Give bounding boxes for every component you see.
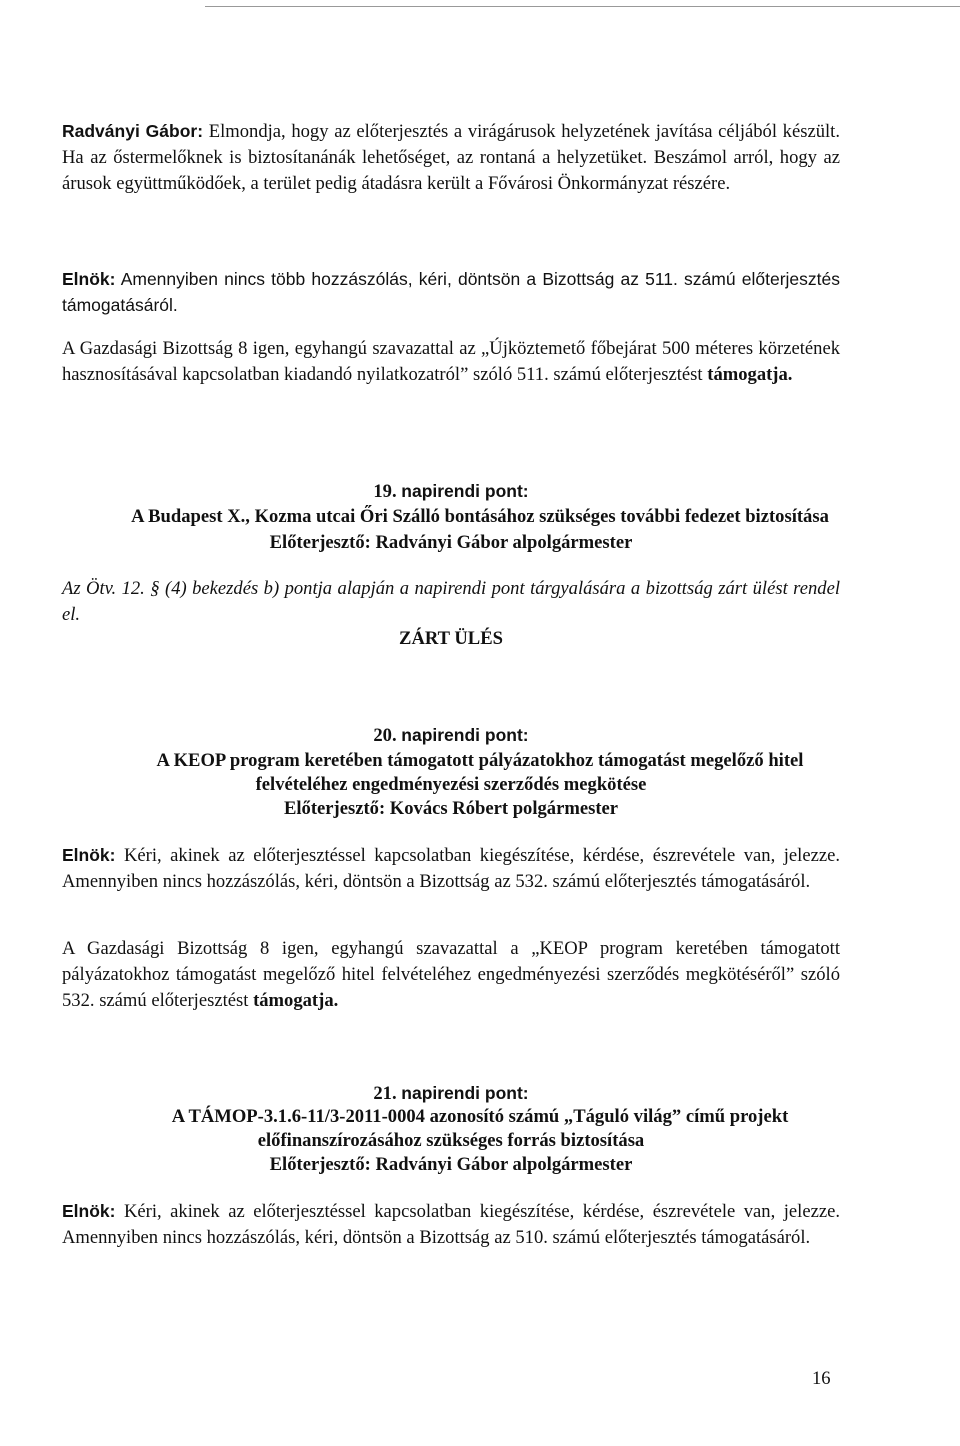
agenda-number: 19. (373, 481, 397, 502)
agenda-item-21-title-line1: A TÁMOP-3.1.6-11/3-2011-0004 azonosító számú „Táguló világ” című projekt (171, 1106, 789, 1127)
agenda-item-20-title-line2: felvételéhez engedményezési szerződés megkötése (255, 774, 647, 795)
paragraph-text: Kéri, akinek az előterjesztéssel kapcsolatban kiegészítése, kérdése, észrevétele van, jelezze. Amennyiben nincs hozzászólás, kéri, döntsön a Bizottság az 510. számú előterjesztés támogatásáról. (62, 1201, 840, 1248)
speaker-label: Elnök: (62, 1201, 116, 1221)
paragraph-text: Elmondja, hogy az előterjesztés a virágárusok helyzetének javítása céljából készült. Ha az őstermelőknek is biztosítanánák lehetőséget, az rontaná a helyzetüket. Beszámol arról, hogy az árusok együttműködőek, a terület pedig átadásra került a Fővárosi Önkormányzat részére. (62, 121, 840, 194)
paragraph-text: A Gazdasági Bizottság 8 igen, egyhangú szavazattal a „KEOP program keretében támogatott pályázatokhoz támogatást megelőző hitel felvételéhez engedményezési szerződés megkötéséről” szóló 532. számú előterjesztést (62, 938, 840, 1011)
paragraph-elnok-532 (62, 842, 840, 895)
decision-bold: támogatja. (253, 990, 339, 1011)
agenda-item-19-heading (62, 478, 840, 505)
agenda-number: 21. (373, 1083, 397, 1104)
agenda-item-19-presenter: Előterjesztő: Radványi Gábor alpolgármester (269, 532, 633, 553)
paragraph-radvanyi (62, 118, 840, 197)
agenda-item-20-title-line1: A KEOP program keretében támogatott pályázatokhoz támogatást megelőző hitel (156, 750, 804, 771)
speaker-label: Radványi Gábor: (62, 121, 204, 141)
closed-session-label: ZÁRT ÜLÉS (399, 628, 503, 649)
agenda-label: napirendi pont: (401, 481, 529, 501)
speaker-label: Elnök: (62, 269, 116, 289)
agenda-item-21-title-line2: előfinanszírozásához szükséges forrás biztosítása (257, 1130, 645, 1151)
paragraph-decision-511 (62, 336, 840, 388)
paragraph-text: Kéri, akinek az előterjesztéssel kapcsolatban kiegészítése, kérdése, észrevétele van, jelezze. Amennyiben nincs hozzászólás, kéri, döntsön a Bizottság az 532. számú előterjesztés támogatásáról. (62, 845, 840, 892)
top-rule (205, 6, 960, 7)
speaker-label: Elnök: (62, 845, 116, 865)
paragraph-decision-532 (62, 936, 840, 1014)
agenda-item-19-title: A Budapest X., Kozma utcai Őri Szálló bontásához szükséges további fedezet biztosítása (131, 506, 829, 527)
agenda-item-20-heading (62, 722, 840, 749)
agenda-label: napirendi pont: (401, 1083, 529, 1103)
paragraph-text: A Gazdasági Bizottság 8 igen, egyhangú szavazattal az „Újköztemető főbejárat 500 méteres körzetének hasznosításával kapcsolatban kiadandó nyilatkozatról” szóló 511. számú előterjesztést (62, 338, 840, 385)
decision-bold: támogatja. (707, 364, 793, 385)
agenda-item-21-heading (62, 1080, 840, 1107)
agenda-item-19-note: Az Ötv. 12. § (4) bekezdés b) pontja alapján a napirendi pont tárgyalására a bizottság zárt ülést rendel el. (62, 578, 840, 625)
agenda-label: napirendi pont: (401, 725, 529, 745)
paragraph-elnok-511 (62, 266, 840, 318)
agenda-item-20-presenter: Előterjesztő: Kovács Róbert polgármester (283, 798, 619, 819)
page-number: 16 (812, 1368, 831, 1389)
agenda-item-21-presenter: Előterjesztő: Radványi Gábor alpolgármester (269, 1154, 633, 1175)
paragraph-text: Amennyiben nincs több hozzászólás, kéri, döntsön a Bizottság az 511. számú előterjesztés támogatásáról. (62, 269, 841, 315)
paragraph-elnok-510 (62, 1198, 840, 1251)
agenda-number: 20. (373, 725, 397, 746)
